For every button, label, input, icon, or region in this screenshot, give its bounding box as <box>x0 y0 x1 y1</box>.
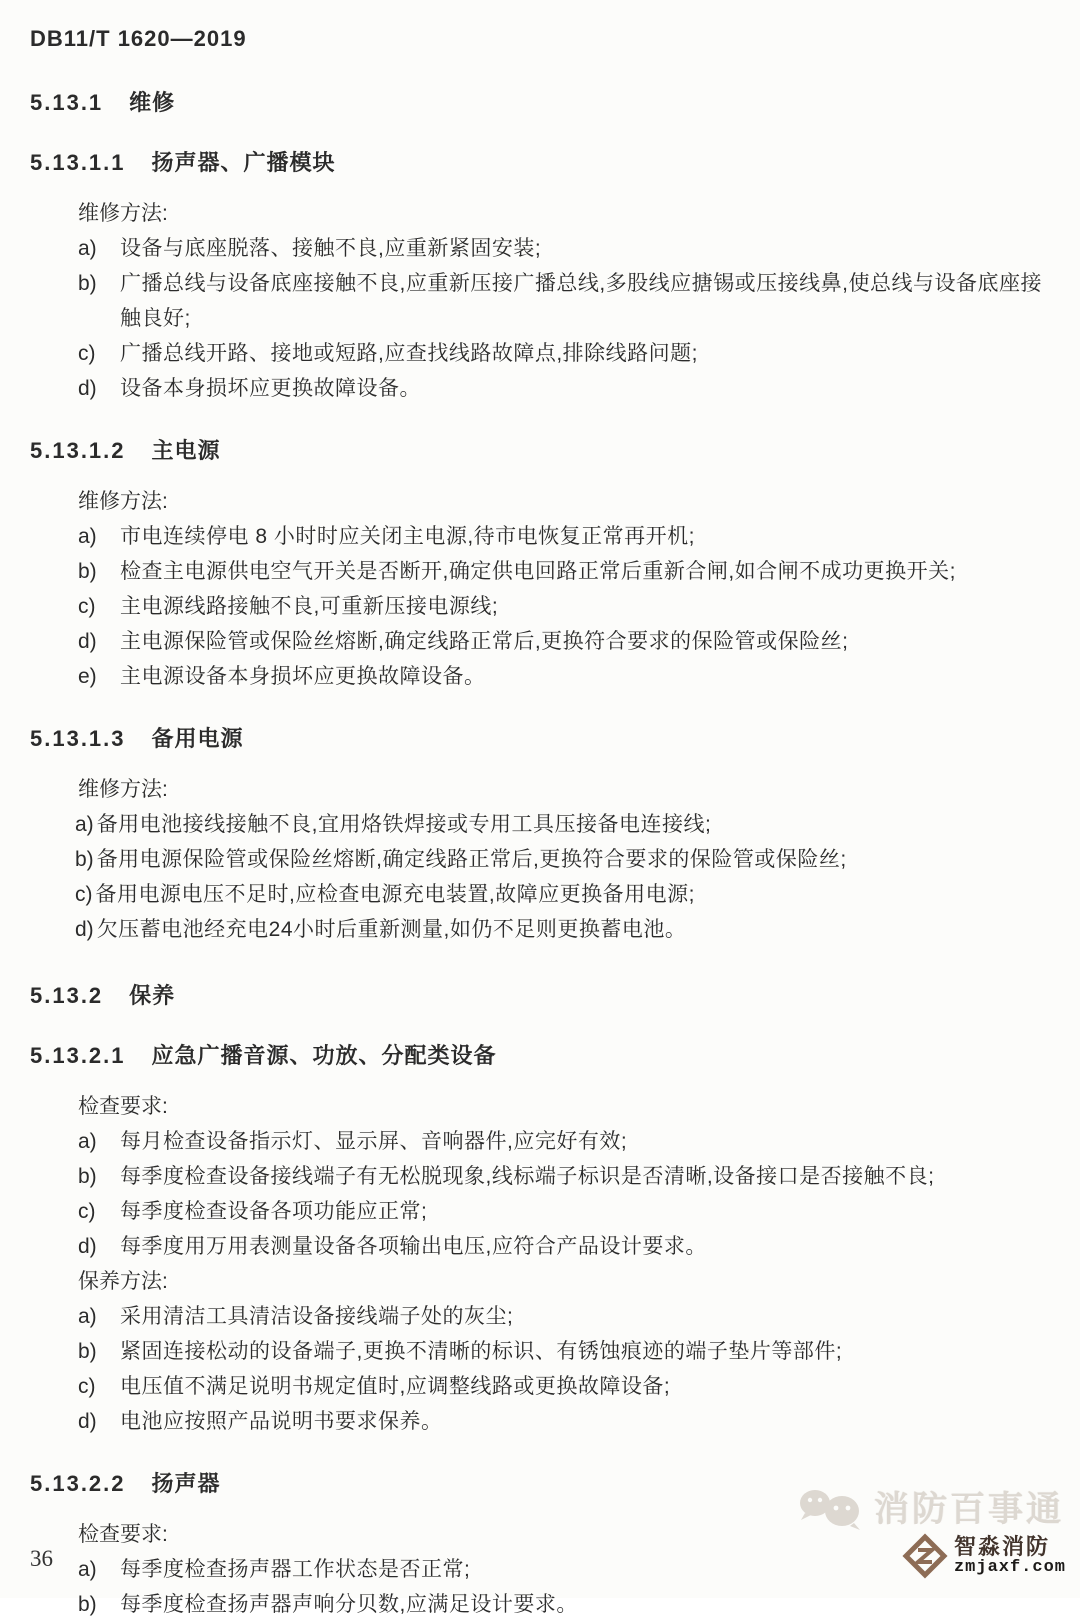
subsection-title: 应急广播音源、功放、分配类设备 <box>151 1043 497 1068</box>
list-item-marker: c) <box>78 1200 96 1223</box>
list-item-marker: a) <box>78 1558 97 1581</box>
list-item <box>78 589 1050 624</box>
list-item-marker: b) <box>78 1340 97 1363</box>
subsection-number: 5.13.1.3 <box>30 726 126 751</box>
brand-name: 智淼消防 <box>953 1533 1050 1559</box>
section-title: 维修 <box>129 90 176 115</box>
section-number: 5.13.1 <box>30 90 104 115</box>
list-item <box>78 1369 1050 1404</box>
list-item-text: 主电源线路接触不良,可重新压接电源线; <box>120 595 499 618</box>
subsection-heading <box>30 148 1050 178</box>
list-item-text: 每季度用万用表测量设备各项输出电压,应符合产品设计要求。 <box>120 1235 707 1258</box>
list-item <box>75 842 1050 877</box>
group-label: 维修方法: <box>78 490 168 513</box>
watermark-text: 消防百事通 <box>873 1490 1064 1529</box>
subsection-number: 5.13.1.2 <box>30 438 126 463</box>
list-item-marker: c) <box>78 1375 96 1398</box>
list-item-text: 备用电池接线接触不良,宜用烙铁焊接或专用工具压接备电连接线; <box>96 813 712 836</box>
list-item <box>78 519 1050 554</box>
list-item <box>78 659 1050 694</box>
list-item-marker: a) <box>78 237 97 260</box>
list-item <box>78 1299 1050 1334</box>
list-item-marker: b) <box>78 560 97 583</box>
list-item-text: 紧固连接松动的设备端子,更换不清晰的标识、有锈蚀痕迹的端子垫片等部件; <box>120 1340 843 1363</box>
list-item-text: 市电连续停电 8 小时时应关闭主电源,待市电恢复正常再开机; <box>120 525 696 548</box>
list-item <box>75 912 1050 947</box>
page-number: 36 <box>30 1546 53 1571</box>
watermark <box>798 1482 1064 1532</box>
list-item <box>78 1334 1050 1369</box>
list-item-text: 每季度检查扬声器声响分贝数,应满足设计要求。 <box>120 1593 578 1616</box>
subsection-title: 备用电源 <box>151 726 244 751</box>
list-item-text: 每季度检查设备接线端子有无松脱现象,线标端子标识是否清晰,设备接口是否接触不良; <box>120 1165 935 1188</box>
group-label: 检查要求: <box>78 1523 168 1546</box>
list-item-text: 设备与底座脱落、接触不良,应重新紧固安装; <box>120 237 542 260</box>
list-item-text: 每季度检查设备各项功能应正常; <box>120 1200 428 1223</box>
section-heading <box>30 88 1050 118</box>
list-item-marker: c) <box>78 342 96 365</box>
list-item <box>78 371 1050 406</box>
group-label: 维修方法: <box>78 202 168 225</box>
list-item <box>78 1159 1050 1194</box>
list-item-marker: d) <box>78 377 97 400</box>
list-item <box>78 1194 1050 1229</box>
brand-mark <box>903 1534 1066 1578</box>
subsection-title: 扬声器、广播模块 <box>151 150 336 175</box>
list-item <box>78 1124 1050 1159</box>
list-item-marker: d) <box>78 1410 97 1433</box>
list-item <box>78 1587 1050 1622</box>
list-item-marker: a) <box>78 525 97 548</box>
list-item-text: 广播总线开路、接地或短路,应查找线路故障点,排除线路问题; <box>120 342 699 365</box>
brand-text <box>954 1535 1066 1578</box>
brand-url: zmjaxf.com <box>953 1557 1066 1577</box>
list-item-marker: a) <box>78 1305 97 1328</box>
subsection-number: 5.13.2.2 <box>30 1471 126 1496</box>
subsection-number: 5.13.2.1 <box>30 1043 126 1068</box>
subsection-title: 扬声器 <box>151 1471 221 1496</box>
list-item-marker: a) <box>78 1130 97 1153</box>
list-item-text: 欠压蓄电池经充电24小时后重新测量,如仍不足则更换蓄电池。 <box>96 918 687 941</box>
list-item-marker: b) <box>75 848 94 871</box>
subsection-heading <box>30 1041 1050 1071</box>
list-item-text: 广播总线与设备底座接触不良,应重新压接广播总线,多股线应搪锡或压接线鼻,使总线与设备底座接触良好; <box>120 272 1042 330</box>
list-item-marker: d) <box>78 630 97 653</box>
list-item <box>78 266 1050 336</box>
list-item-marker: e) <box>78 665 97 688</box>
list-item <box>78 231 1050 266</box>
doc-code: DB11/T 1620—2019 <box>30 26 247 51</box>
subsection-title: 主电源 <box>151 438 221 463</box>
list-item <box>75 807 1050 842</box>
list-item <box>75 877 1050 912</box>
section-number: 5.13.2 <box>30 983 104 1008</box>
list-item <box>78 1404 1050 1439</box>
list-item-text: 电池应按照产品说明书要求保养。 <box>120 1410 443 1433</box>
list-item <box>78 554 1050 589</box>
list-item-marker: d) <box>78 1235 97 1258</box>
subsection-number: 5.13.1.1 <box>30 150 126 175</box>
list-item-marker: b) <box>78 272 97 295</box>
group-label: 维修方法: <box>78 778 168 801</box>
list-item-text: 备用电源电压不足时,应检查电源充电装置,故障应更换备用电源; <box>95 883 696 906</box>
section-title: 保养 <box>129 983 176 1008</box>
list-item-text: 电压值不满足说明书规定值时,应调整线路或更换故障设备; <box>120 1375 671 1398</box>
list-item <box>78 624 1050 659</box>
list-item-text: 每季度检查扬声器工作状态是否正常; <box>120 1558 471 1581</box>
list-item-marker: d) <box>75 918 94 941</box>
wechat-bubbles-icon <box>798 1482 864 1532</box>
list-item <box>78 336 1050 371</box>
list-item-text: 主电源设备本身损坏应更换故障设备。 <box>120 665 486 688</box>
list-item-marker: c) <box>78 595 96 618</box>
list-item-marker: c) <box>75 883 93 906</box>
list-item-text: 每月检查设备指示灯、显示屏、音响器件,应完好有效; <box>120 1130 628 1153</box>
subsection-heading <box>30 724 1050 754</box>
brand-logo-icon <box>903 1534 947 1578</box>
list-item-marker: b) <box>78 1593 97 1616</box>
list-item-text: 主电源保险管或保险丝熔断,确定线路正常后,更换符合要求的保险管或保险丝; <box>120 630 849 653</box>
list-item-text: 检查主电源供电空气开关是否断开,确定供电回路正常后重新合闸,如合闸不成功更换开关; <box>120 560 956 583</box>
list-item <box>78 1229 1050 1264</box>
list-item-marker: a) <box>75 813 94 836</box>
group-label: 保养方法: <box>78 1270 168 1293</box>
list-item-text: 设备本身损坏应更换故障设备。 <box>120 377 421 400</box>
list-item-text: 备用电源保险管或保险丝熔断,确定线路正常后,更换符合要求的保险管或保险丝; <box>96 848 847 871</box>
list-item-marker: b) <box>78 1165 97 1188</box>
list-item-text: 采用清洁工具清洁设备接线端子处的灰尘; <box>120 1305 514 1328</box>
subsection-heading <box>30 436 1050 466</box>
group-label: 检查要求: <box>78 1095 168 1118</box>
section-heading <box>30 981 1050 1011</box>
